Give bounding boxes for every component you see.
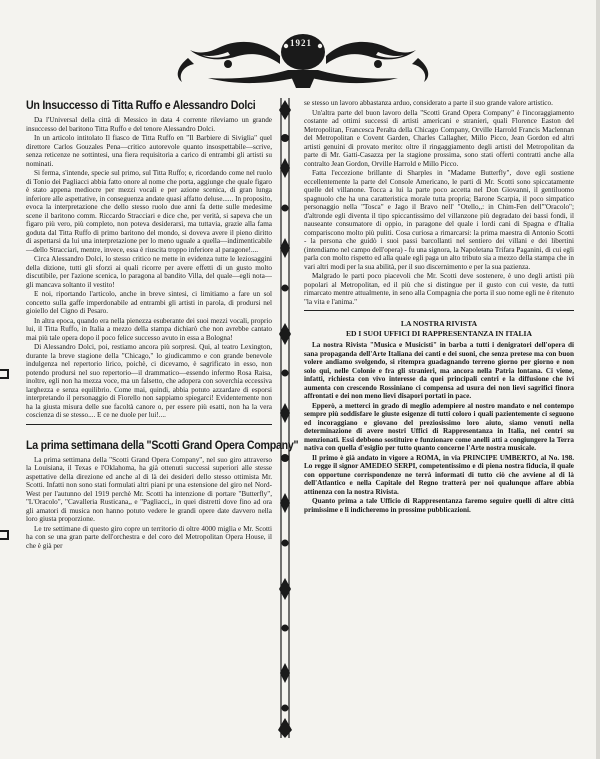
article-paragraph: Epperò, a metterci in grado di meglio adempiere al nostro mandato e nel contempo sempre più soddisfare le giuste esigenze di tutti coloro i quali pazientemente ci seguono ed incoraggiano e giovano del preziosissimo loro aiuto, siamo venuti nella determinazione di avere nostri Uffici di Rappresentanza in Italia, nei centri su menzionati. Essi debbono sostituire e funzionare come anelli atti a congiungere la Terra nativa con quella d'esiglio per tutto quanto concerne l'Arte nostra musicale. (304, 401, 574, 452)
section-subtitle: ED I SUOI UFFICI DI RAPPRESENTANZA IN ITALIA (345, 329, 532, 338)
article-paragraph: In altra epoca, quando era nella pienezza esuberante dei suoi mezzi vocali, proprio lui, il Titta Ruffo, in Italia a mezzo della stampa dichiarò che non avrebbe cantato mai più tale opera dopo il poco felice successo avuto in essa a Bologna! (26, 316, 272, 342)
article-paragraph: Da l'Universal della città di Messico in data 4 corrente rileviamo un grande insuccesso del baritono Titta Ruffo e del tenore Alessandro Dolci. (26, 116, 272, 133)
article-paragraph: Malgrado le parti poco piacevoli che Mr. Scotti deve sostenere, è uno degli artisti più popolari al Metropolitan, ed il più che si distingue per il gusto con cui veste, da tutti rimarcato mentre attualmente, in seno alla Compagnia che porta il suo nome egli ne è ritenuto "la vita e l'anima." (304, 272, 574, 306)
article-paragraph: Fatta l'eccezione brillante di Sharples in "Madame Butterfly", dove egli sostiene eccellentemente la parte del Console Americano, le parti di Mr. Scotti sono spiccatamente quelle del villanone. Tocca a lui la parte poco accetta nel Don Giovanni, il gentiluomo spagnuolo che ha una caratteristica morale tutta propria; Barone Scarpia, il poco simpatico personaggio nella "Tosca" e Jago il Bravo nell' "Otello,,: in Chim-Fen dell'"Oracolo"; d'altronde egli diventa il tipo spiccantissimo del villanzone più degradato dei bassi fondi, il nauseante consumatore di oppio, in paragone del quale i lordi cani di Spagna e d'Italia compariscono molto più puliti. Cosa curiosa a rimarcarsi: la prima maestra di Antonio Scotti - la persona che guidò i suoi passi barcollanti nel sentiero dei villani e dei libertini (intendiamo nel campo dell'opera) - fu una signora, la Napoletana Trifara Paganini, di cui egli parla con molto rispetto ed alla quale egli paga un alto tributo sia a mezzo della stampa che in vari altri modi per la sua abilità, per il suo discernimento e per la sua pazienza. (304, 169, 574, 271)
article-paragraph: Di Alessandro Dolci, poi, restiamo ancora più sorpresi. Qui, al teatro Lexington, durante la breve stagione della "Chicago," lo giudicammo e con grande benevole indulgenza nel repertorio lirico, poichè, ci dicevamo, è sagrificato in esso, non potendo prodursi nel suo repertorio—il drammatico—essendo infermo Rosa Raisa, inoltre, egli non ha mezza voce, ma un falsetto, che adopera con soverchia eccessiva larghezza e senza equilibrio. Come mai, quindi, abbia potuto azzardare di esporsi interpretando il personaggio di Fiorello non sappiamo spiegarci! Evidentemente non ha la giusta misura delle sue facoltà canore o, per essere più esatti, non ha la vera coscienza di se stesso.... E ce ne duole per lui!.... (26, 343, 272, 419)
section-rule (304, 310, 574, 311)
article-paragraph: Un'altra parte del buon lavoro della "Scotti Grand Opera Company" è l'incoraggiamento costante ad ottimi successi di artisti americani e stranieri, quali Florence Easton del Metropolitan, Francesca Peralta della Chicago Company, Orville Harrold Francis Maclennan del Metropolitan e Covent Garden, Charles Callagher, Millo Picco, Jean Gordon ed altri artisti genuini di provato merito: oltre il ringaggiamento degli artisti del Metropolitan da parte di Mr. Gatti-Casazza per la stagione prossima, sono stati offerti contratti anche alla contralto Jean Gordon, Orville Harrold e Millo Picco. (304, 108, 574, 168)
article-paragraph: In un articolo intitolato Il fiasco de Titta Ruffo en "Il Barbiere di Siviglia" quel direttore Carlos Gouzales Pena—critico autorevole quanto insospettabile—scrive, senza reticenze ne sottintesi, una fiera requisitoria a carico di entrambi gli artisti su nominati. (26, 134, 272, 168)
article-paragraph: E noi, riportando l'articolo, anche in breve sintesi, ci limitiamo a fare un sol concetto sulla gaffe imperdonabile ad entrambi gli artisti in parola, di prodursi nel gioiello del Cigno di Pesaro. (26, 290, 272, 315)
article-paragraph: La nostra Rivista "Musica e Musicisti" in barba a tutti i denigratori dell'opera di sana propaganda dell'Arte Italiana dei canti e dei suoni, che senza pretese ma con buon volere andiamo svolgendo, si ritempra guadagnando terreno giorno per giorno e non solo qui, nelle Colonie e fra gli stranieri, ma ancora nella Patria lontana. Ci viene, infatti, richiesta con vivo interesse da quei principali centri e la diffusione che ivi aumenta con crescendo Rossiniano ci compensa ad usura dei non lievi sagrifici finora affrontati e dei non meno lievi disapori portati in pace. (304, 341, 574, 400)
article-paragraph: Quanto prima a tale Ufficio di Rappresentanza faremo seguire quelli di altre città primissime e li indicheremo in prossime pubblicazioni. (304, 497, 574, 514)
binding-mark (0, 528, 10, 540)
article-title: La prima settimana della "Scotti Grand Opera Company" (26, 438, 299, 452)
article-paragraph: Circa Alessandro Dolci, lo stesso critico ne mette in evidenza tutte le leziosaggini della dizione, tutti gli sforzi ai quali ricorre per avere effetti di un gusto molto discutibile, per l'azione scenica, lo paragona al bandito Villa, del quale—egli nota—gli mancava soltanto il vestito! (26, 255, 272, 289)
page-number: 1921 (290, 38, 312, 48)
article-paragraph: Le tre settimane di questo giro copre un territorio di oltre 4000 miglia e Mr. Scotti ha con se una gran parte dell'orchestra e del coro del Metropolitan Opera House, il che è già per (26, 524, 272, 550)
article-paragraph: Si ferma, s'intende, specie sul primo, sul Titta Ruffo; e, ricordando come nel ruolo di Tonio dei Pagliacci abbia fatto onore al nome che porta, aggiunge che quale figaro è stato appena mediocre per mezzi vocali e per azione scenica, di gran lunga inferiore alle aspettative, in conseguenza andate quasi affatto deluse...... In proposito, evoca la interpretazione che dello stesso ruolo due anni fa dette sulle medesime scene il baritono comm. Riccardo Stracciari e dice che, per verità, si sapeva che un figaro più vero, più completo, non poteva desiderarsi, ma tuttavia, grazie alla fama goduta dal Titta Ruffo di primo baritono del mondo, si doveva avere il pieno diritto di aspettarsi da lui una interpretazione per lo meno uguale a quella—indimenticabile—dello Stracciari, mentre, invece, essa è riuscita troppo inferiore al paragone!.... (26, 169, 272, 254)
article-paragraph: se stesso un lavoro abbastanza arduo, considerato a parte il suo grande valore artistico. (304, 99, 553, 107)
article-paragraph: Il primo è già andato in vigore a ROMA, in via PRINCIPE UMBERTO, al No. 198. Lo regge il signor AMEDEO SERPI, competentissimo e di piena nostra fiducia, il quale con opportune corrispondenze ne terrà informati di tutto ciò che avviene al di là dell'Atlantico e nella Capitale del Regno tratterà per noi qualunque affare abbia attinenza con la nostra Rivista. (304, 453, 574, 496)
binding-mark (0, 367, 10, 379)
right-column (304, 99, 574, 515)
article-paragraph: La prima settimana della "Scotti Grand Opera Company", nel suo giro attraverso la Louisiana, il Texas e l'Oklahoma, ha già ottenuti successi superiori alle stesse aspettative della direzione ed anche al di là dei desideri dello stesso ottimista Mr. Scotti. Infatti non sono stati formulati altri piani pr una estensione del giro nel Nord-West per l'autunno del 1919 perchè Mr. Scotti ha intenzione di portare "Butterfly", "L'Oracolo", "Cavalleria Rusticana,, e "Pagliacci,, in quei distretti dove fino ad ora gli amatori di musica non hanno potuto vedere le grandi opere date davvero nella loro giusta proporzione. (26, 455, 272, 523)
section-rule (26, 424, 272, 425)
section-title: LA NOSTRA RIVISTA (400, 319, 478, 328)
page-edge-shadow (596, 0, 600, 759)
left-column (26, 99, 299, 551)
column-divider-ornament (276, 98, 294, 738)
article-title: Un Insuccesso di Titta Ruffo e Alessandro Dolci (26, 99, 256, 112)
